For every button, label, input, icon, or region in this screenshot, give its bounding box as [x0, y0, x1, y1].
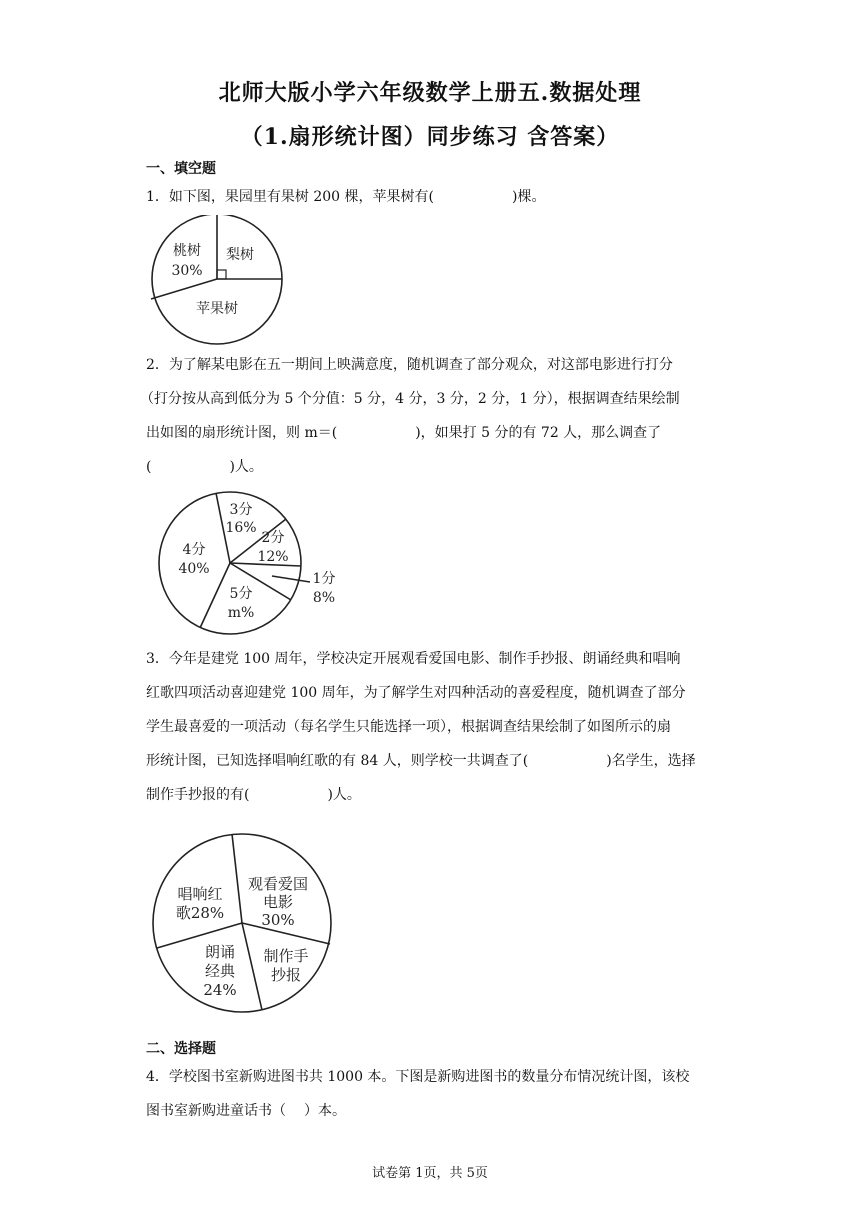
pie-value-2: 12%: [257, 549, 289, 565]
pie-label-recite-l2: 经典: [204, 962, 236, 980]
pie-value-3: 16%: [225, 520, 257, 536]
leader-line: [272, 576, 310, 582]
question-1-text-b: )棵。: [512, 189, 546, 205]
pie-label-recite-l1: 朗诵: [204, 943, 236, 961]
question-3-line-5a: 制作手抄报的有(: [146, 787, 250, 803]
pie-label-poster-l2: 抄报: [270, 966, 302, 984]
question-1-text-a: 1．如下图，果园里有果树 200 棵，苹果树有(: [146, 189, 434, 205]
page-footer: 试卷第 1页，共 5页: [372, 1166, 488, 1181]
pie-label-movie-l1: 观看爱国: [247, 875, 309, 893]
question-1-pie-chart: [140, 215, 300, 350]
question-3-line-5: [146, 784, 361, 804]
pie-label-movie-l3: 30%: [261, 911, 295, 929]
pie-label-pear: 梨树: [226, 247, 254, 263]
pie-label-2: 2分: [261, 530, 285, 546]
pie-value-1: 8%: [312, 590, 336, 606]
pie-label-movie-l2: 电影: [262, 893, 294, 911]
pie-value-4: 40%: [178, 561, 210, 577]
question-2-line-3a: 出如图的扇形统计图，则 m＝(: [146, 425, 338, 441]
question-3-line-1: 3．今年是建党 100 周年，学校决定开展观看爱国电影、制作手抄报、朗诵经典和唱响: [146, 651, 681, 667]
pie-label-recite-l3: 24%: [203, 981, 237, 999]
question-2-line-3: [146, 422, 661, 442]
question-3-line-5b: )人。: [327, 787, 361, 803]
question-3-line-4b: )名学生，选择: [606, 753, 696, 769]
pie-value-5: m%: [227, 605, 255, 621]
pie-label-3: 3分: [229, 502, 253, 518]
section-heading-multiple-choice: 二、选择题: [146, 1041, 216, 1057]
question-2-line-4a: (: [146, 459, 152, 475]
question-3-line-4: [146, 750, 696, 770]
page-subtitle: （1.扇形统计图）同步练习 含答案）: [240, 124, 620, 150]
pie-label-songs-l1: 唱响红: [177, 885, 223, 903]
question-3-line-2: 红歌四项活动喜迎建党 100 周年，为了解学生对四种活动的喜爱程度，随机调查了部分: [146, 685, 686, 701]
pie-slice-border: [242, 923, 262, 1010]
question-2-line-2: （打分按从高到低分为 5 个分值：5 分，4 分，3 分，2 分，1 分），根据调查结果绘制: [140, 391, 680, 407]
question-4-line-2b: ）本。: [304, 1103, 346, 1119]
pie-label-5: 5分: [229, 586, 253, 602]
question-2-pie-chart: [150, 490, 350, 638]
question-2-line-3b: )，如果打 5 分的有 72 人，那么调查了: [415, 425, 662, 441]
pie-label-4: 4分: [182, 542, 206, 558]
question-4-line-2: [146, 1100, 346, 1120]
pie-label-apple: 苹果树: [196, 301, 238, 317]
section-heading-fill-in: 一、填空题: [146, 161, 216, 177]
pie-label-poster-l1: 制作手: [263, 947, 309, 965]
pie-value-peach: 30%: [171, 263, 203, 279]
pie-label-1: 1分: [312, 571, 336, 587]
question-2-line-4: [146, 456, 263, 476]
question-3-pie-chart: [150, 832, 340, 1016]
question-2-line-1: 2．为了解某电影在五一期间上映满意度，随机调查了部分观众，对这部电影进行打分: [146, 357, 673, 373]
question-2-line-4b: )人。: [229, 459, 263, 475]
pie-label-songs-l2: 歌28%: [175, 904, 225, 922]
pie-slice-border: [232, 834, 242, 923]
right-angle-mark: [217, 270, 226, 279]
question-4-line-2a: 图书室新购进童话书（: [146, 1103, 286, 1119]
pie-label-peach: 桃树: [173, 243, 201, 259]
question-4-line-1: 4．学校图书室新购进图书共 1000 本。下图是新购进图书的数量分布情况统计图，该校: [146, 1069, 690, 1085]
question-3-line-4a: 形统计图，已知选择唱响红歌的有 84 人，则学校一共调查了(: [146, 753, 529, 769]
question-1-text: [146, 186, 545, 206]
page-title: 北师大版小学六年级数学上册五.数据处理: [218, 80, 642, 106]
question-3-line-3: 学生最喜爱的一项活动（每名学生只能选择一项），根据调查结果绘制了如图所示的扇: [146, 719, 671, 735]
pie-slice-border: [151, 279, 217, 299]
